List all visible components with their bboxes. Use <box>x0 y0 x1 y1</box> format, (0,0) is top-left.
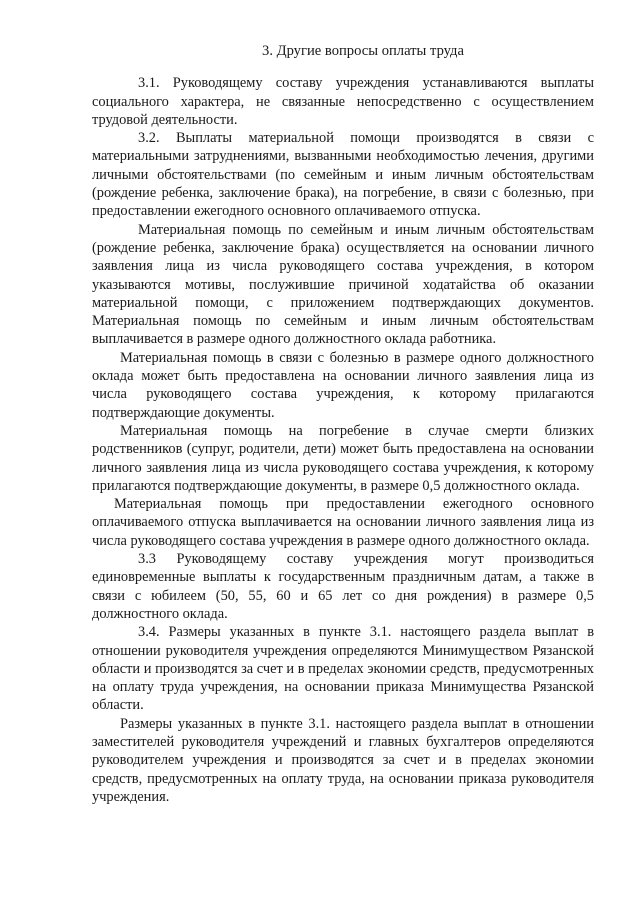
section-heading: 3. Другие вопросы оплаты труда <box>262 43 464 59</box>
paragraph-funeral-aid: Материальная помощь на погребение в случае смерти близких родственников (супруг, родители, дети) может быть предоставлена на основании личного заявления лица из числа руководящего состава учреждения, к которому прилагаются подтверждающие документы, в размере 0,5 должностного оклада. <box>92 422 594 494</box>
paragraph-3-4: 3.4. Размеры указанных в пункте 3.1. настоящего раздела выплат в отношении руководителя учреждения определяются Минимуществом Рязанской области и производятся за счет и в пределах экономии средств, предусмотренных на оплату труда учреждения, на основании приказа Минимущества Рязанской области. <box>92 624 594 714</box>
paragraph-3-2: 3.2. Выплаты материальной помощи производятся в связи с материальными затруднениями, вызванными необходимостью лечения, другими личными обстоятельствами (по семейным и иным личным обстоятельствам (рождение ребенка, заключение брака), на погребение, в связи с болезнью, при предоставлении ежегодного основного оплачиваемого отпуска. <box>92 130 594 220</box>
paragraph-vacation-aid: Материальная помощь при предоставлении ежегодного основного оплачиваемого отпуска выплачивается на основании личного заявления лица из числа руководящего состава учреждения в размере одного должностного оклада. <box>92 496 594 549</box>
paragraph-illness-aid: Материальная помощь в связи с болезнью в размере одного должностного оклада может быть предоставлена на основании личного заявления лица из числа руководящего состава учреждения, к которому прилагаются подтверждающие документы. <box>92 349 594 421</box>
paragraph-3-1: 3.1. Руководящему составу учреждения устанавливаются выплаты социального характера, не связанные непосредственно с осуществлением трудовой деятельности. <box>92 75 594 128</box>
paragraph-3-3: 3.3 Руководящему составу учреждения могут производиться единовременные выплаты к государственным праздничным датам, а также в связи с юбилеем (50, 55, 60 и 65 лет со дня рождения) в размере 0,5 должностного оклада. <box>92 551 594 622</box>
document-body <box>92 42 594 806</box>
paragraph-family-aid: Материальная помощь по семейным и иным личным обстоятельствам (рождение ребенка, заключение брака) осуществляется на основании личного заявления лица из числа руководящего состава учреждения, в котором указываются мотивы, послужившие причиной ходатайства об оказании материальной помощи, с приложением подтверждающих документов. Материальная помощь по семейным и иным личным обстоятельствам выплачивается в размере одного должностного оклада работника. <box>92 221 594 348</box>
paragraph-deputies: Размеры указанных в пункте 3.1. настоящего раздела выплат в отношении заместителей руководителя учреждений и главных бухгалтеров определяются руководителем учреждения и производятся за счет и в пределах экономии средств, предусмотренных на оплату труда, на основании приказа руководителя учреждения. <box>92 715 594 805</box>
